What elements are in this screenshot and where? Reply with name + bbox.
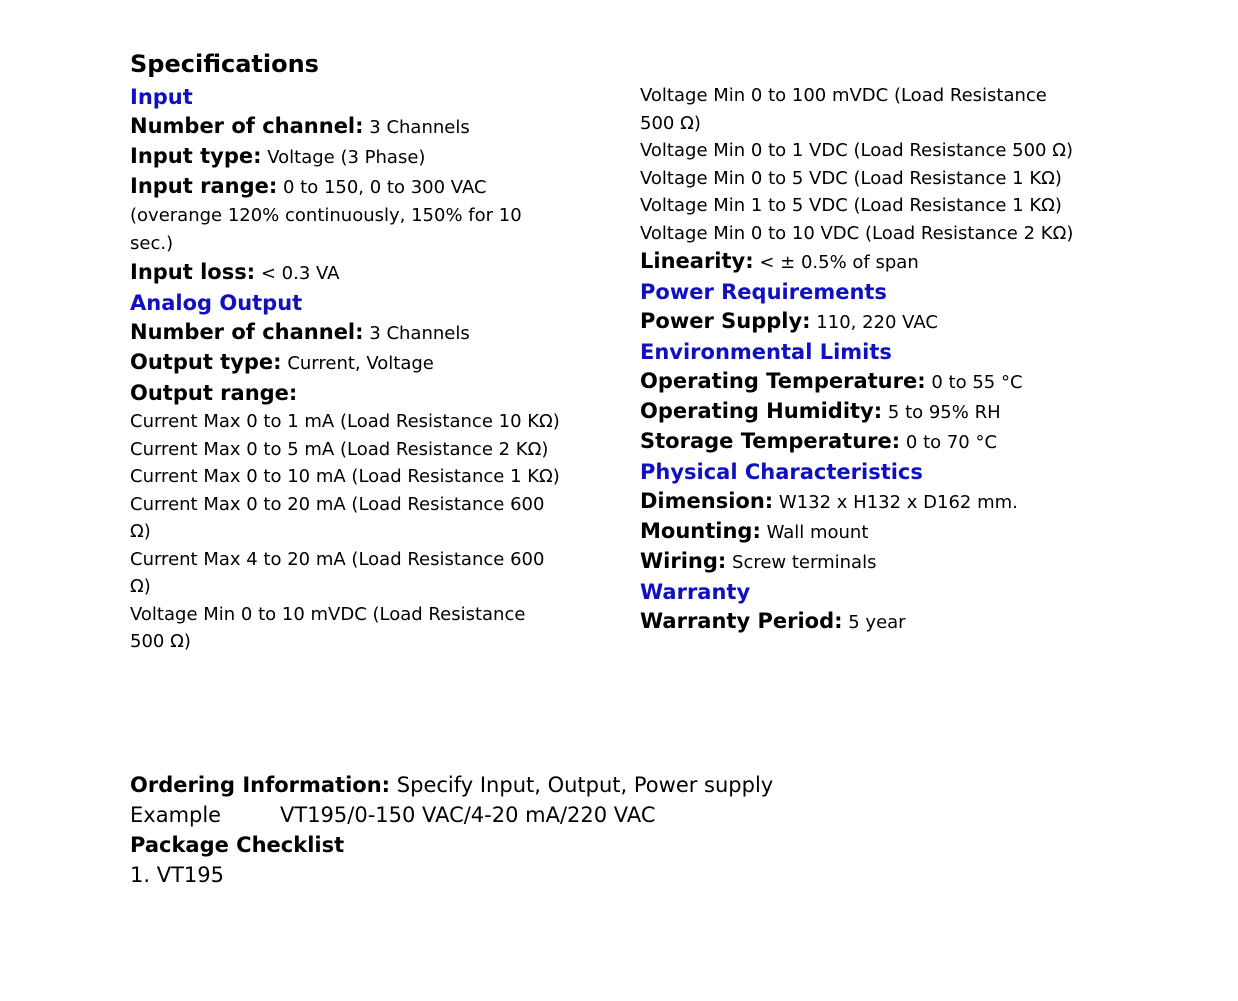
output-range-item: Current Max 0 to 5 mA (Load Resistance 2 KΩ) [130,438,549,460]
output-range-item: Current Max 0 to 1 mA (Load Resistance 10 KΩ) [130,411,560,432]
input-type: Input type: Voltage (3 Phase) [130,144,426,168]
output-range-item: Voltage Min 0 to 1 VDC (Load Resistance 500 Ω) [640,140,1074,161]
operating-humidity: Operating Humidity: 5 to 95% RH [640,399,1001,423]
ordering-example: Example VT195/0-150 VAC/4-20 mA/220 VAC [130,803,656,827]
output-range-item: Current Max 4 to 20 mA (Load Resistance 600 Ω) [130,548,545,597]
wiring: Wiring: Screw terminals [640,549,877,573]
power-supply: Power Supply: 110, 220 VAC [640,309,938,333]
storage-temperature: Storage Temperature: 0 to 70 °C [640,429,998,453]
ordering-section [130,770,1030,890]
ordering-information: Ordering Information: Specify Input, Output, Power supply [130,773,774,797]
output-range-item: Voltage Min 0 to 100 mVDC (Load Resistance 500 Ω) [640,85,1047,134]
warranty-period: Warranty Period: 5 year [640,609,906,633]
mounting: Mounting: Wall mount [640,519,869,543]
input-range: Input range: 0 to 150, 0 to 300 VAC (overange 120% continuously, 150% for 10 sec.) [130,174,522,254]
input-channels: Number of channel: 3 Channels [130,114,470,138]
right-column [640,82,1080,637]
physical-heading: Physical Characteristics [640,460,923,484]
output-range-label: Output range: [130,381,298,405]
package-checklist-heading: Package Checklist [130,833,345,857]
package-checklist-item: 1. VT195 [130,863,224,887]
linearity: Linearity: < ± 0.5% of span [640,249,919,273]
output-channels: Number of channel: 3 Channels [130,320,470,344]
input-loss: Input loss: < 0.3 VA [130,260,340,284]
page-title: Specifications [130,50,319,78]
output-range-item: Current Max 0 to 20 mA (Load Resistance 600 Ω) [130,493,545,542]
output-range-item: Voltage Min 0 to 5 VDC (Load Resistance 1 KΩ) [640,167,1062,189]
output-type: Output type: Current, Voltage [130,350,434,374]
output-range-item: Voltage Min 1 to 5 VDC (Load Resistance 1 KΩ) [640,195,1062,216]
left-column [130,82,560,656]
analog-output-heading: Analog Output [130,291,303,315]
input-heading: Input [130,85,193,109]
output-range-item: Voltage Min 0 to 10 mVDC (Load Resistance 500 Ω) [130,603,526,652]
power-heading: Power Requirements [640,280,887,304]
dimension: Dimension: W132 x H132 x D162 mm. [640,489,1018,513]
output-range-item: Current Max 0 to 10 mA (Load Resistance 1 KΩ) [130,466,560,487]
output-range-item: Voltage Min 0 to 10 VDC (Load Resistance 2 KΩ) [640,222,1074,244]
operating-temperature: Operating Temperature: 0 to 55 °C [640,369,1023,393]
warranty-heading: Warranty [640,580,751,604]
environmental-heading: Environmental Limits [640,340,892,364]
